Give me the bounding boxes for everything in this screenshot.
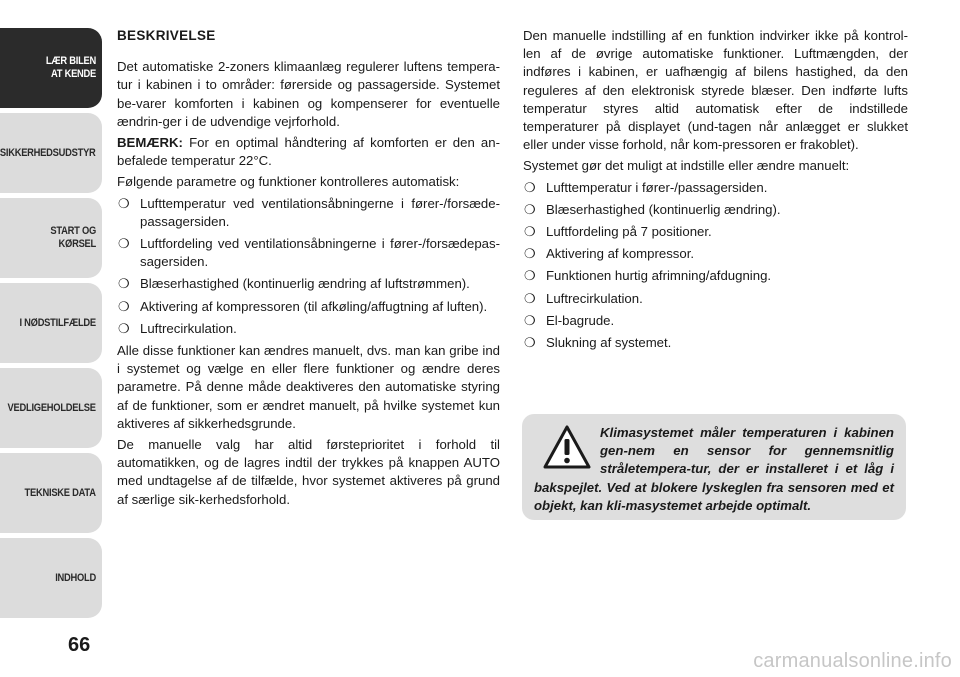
page-number: 66	[68, 634, 91, 656]
list-item: ❍ Aktivering af kompressor.	[523, 245, 908, 263]
list-item: ❍ Lufttemperatur ved ventilationsåbningerne i fører-/forsæde-passagersiden.	[118, 195, 500, 229]
list-item: ❍ Blæserhastighed (kontinuerlig ændring).	[523, 201, 908, 219]
list-item: ❍ Lufttemperatur i fører-/passagersiden.	[523, 179, 908, 197]
circle-bullet-icon: ❍	[524, 312, 536, 328]
warning-box	[522, 414, 906, 520]
list-item: ❍ Aktivering af kompressoren (til afkøling/affugtning af luften).	[117, 298, 500, 316]
circle-bullet-icon: ❍	[524, 246, 536, 262]
right-column	[523, 27, 908, 356]
circle-bullet-icon: ❍	[118, 236, 130, 252]
manual-functions-list	[523, 179, 908, 353]
chapter-sidebar	[0, 28, 102, 623]
paragraph: Det automatiske 2-zoners klimaanlæg regulerer luftens tempera-tur i kabinen i to områder: førerside og passagerside. Systemet be-varer komforten i kabinen og kompenserer for eventuelle ændrin-ger i de udvendige vejrforhold.	[117, 59, 500, 129]
circle-bullet-icon: ❍	[524, 179, 536, 195]
watermark: carmanualsonline.info	[753, 650, 952, 672]
tab-indhold[interactable]: INDHOLD	[0, 538, 102, 618]
auto-functions-list	[117, 195, 500, 338]
list-item: ❍ Funktionen hurtig afrimning/afdugning.	[523, 267, 908, 285]
tab-tekniske-data[interactable]: TEKNISKE DATA	[0, 453, 102, 533]
tab-laer-bilen-at-kende[interactable]: LÆR BILEN AT KENDE	[0, 28, 102, 108]
tab-start-og-korsel[interactable]: START OG KØRSEL	[0, 198, 102, 278]
note-text: For en optimal håndtering af komforten er den an-befalede temperatur 22°C.	[117, 135, 500, 169]
circle-bullet-icon: ❍	[524, 224, 536, 240]
list-item: ❍ El-bagrude.	[523, 312, 908, 330]
paragraph: Den manuelle indstilling af en funktion indvirker ikke på kontrol-len af de øvrige automatiske funktioner. Luftmængden, der indføres i kabinen, er uafhængig af bilens hastighed, da den reguleres af den elektronisk styrede blæser. Den indførte lufts temperatur styres altid automatisk efter de indstillede temperaturer på displayet (und-tagen når anlægget er slukket eller under visse forhold, når kom-pressoren er frakoblet).	[523, 28, 908, 153]
circle-bullet-icon: ❍	[118, 195, 130, 211]
left-column	[117, 27, 500, 512]
paragraph: De manuelle valg har altid førsteprioritet i forhold til automatikken, og de lagres indtil der trykkes på knappen AUTO med undtagelse af de tilfælde, hvor systemet aktiveres på grund af særlige sik-kerhedsforhold.	[117, 437, 500, 507]
circle-bullet-icon: ❍	[524, 201, 536, 217]
circle-bullet-icon: ❍	[524, 290, 536, 306]
section-heading: BESKRIVELSE	[117, 28, 216, 43]
circle-bullet-icon: ❍	[118, 320, 130, 336]
note-paragraph	[117, 134, 500, 170]
tab-vedligeholdelse[interactable]: VEDLIGEHOLDELSE	[0, 368, 102, 448]
list-item: ❍ Luftrecirkulation.	[523, 290, 908, 308]
warning-text: Klimasystemet måler temperaturen i kabinen gen-nem en sensor for gennemsnitlig stråletempera-tur, der er installeret i et låg i bakspejlet. Ved at blokere lyskeglen fra sensoren med et objekt, kan kli-masystemet arbejde optimalt.	[534, 425, 894, 513]
circle-bullet-icon: ❍	[524, 335, 536, 351]
list-item: ❍ Luftfordeling ved ventilationsåbningerne i fører-/forsædepas-sagersiden.	[118, 236, 500, 270]
paragraph: Systemet gør det muligt at indstille eller ændre manuelt:	[523, 158, 850, 174]
list-item: ❍ Luftrecirkulation.	[117, 320, 500, 338]
warning-triangle-icon	[542, 424, 592, 470]
circle-bullet-icon: ❍	[118, 276, 130, 292]
list-item: ❍ Blæserhastighed (kontinuerlig ændring af luftstrømmen).	[117, 275, 500, 293]
paragraph: Alle disse funktioner kan ændres manuelt, dvs. man kan gribe ind i systemet og vælge en eller flere funktioner og ændre deres parametre. På denne måde deaktiveres den automatiske styring af de funktioner, som er ændret manuelt, på hvilke systemet kun aktiveres af sikkerhedsgrunde.	[117, 343, 500, 431]
tab-i-nodstilfaelde[interactable]: I NØDSTILFÆLDE	[0, 283, 102, 363]
circle-bullet-icon: ❍	[118, 298, 130, 314]
tab-sikkerhedsudstyr[interactable]: SIKKERHEDSUDSTYR	[0, 113, 102, 193]
list-item: ❍ Slukning af systemet.	[523, 334, 908, 352]
note-label: BEMÆRK:	[117, 135, 183, 151]
circle-bullet-icon: ❍	[524, 268, 536, 284]
list-item: ❍ Luftfordeling på 7 positioner.	[523, 223, 908, 241]
paragraph: Følgende parametre og funktioner kontrolleres automatisk:	[117, 174, 460, 190]
